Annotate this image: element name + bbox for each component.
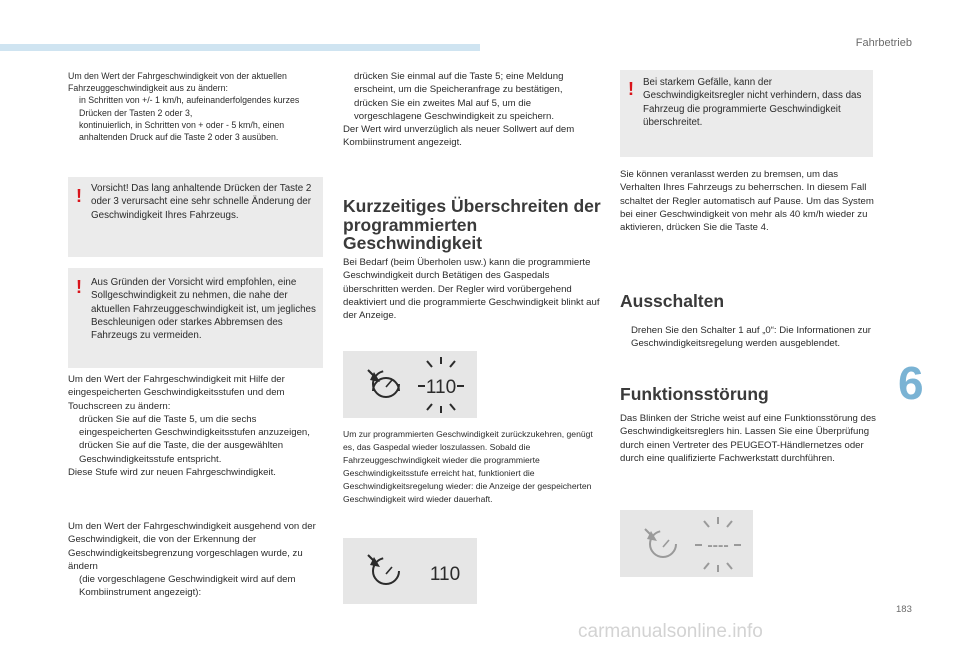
- speedometer-icon: [343, 351, 477, 418]
- list-item: [68, 119, 324, 143]
- brake-paragraph: Sie können veranlasst werden zu bremsen, um das Verhalten Ihres Fahrzeugs zu beherrschen. In diesem Fall schaltet der Regler automatisch auf Pause. Um das System bei einer Geschwindigkeit von mehr als 40 km/h wieder zu aktivieren, drücken Sie die Taste 4.: [620, 169, 874, 234]
- list-item-text: drücken Sie auf die Taste 5, um die sechs eingespeicherten Geschwindigkeitsstufen anzuzeigen,: [79, 413, 310, 439]
- list-item: [68, 94, 324, 118]
- watermark: carmanualsonline.info: [578, 621, 763, 642]
- warning-icon: !: [76, 277, 82, 297]
- list-item-text: in Schritten von +/- 1 km/h, aufeinanderfolgendes kurzes Drücken der Tasten 2 oder 3,: [79, 95, 300, 118]
- bullet-icon: [68, 439, 79, 466]
- list-item-text: drücken Sie auf die Taste, die der ausgewählten Geschwindigkeitsstufe entspricht.: [79, 440, 284, 465]
- list-item-text: drücken Sie einmal auf die Taste 5; eine Meldung erscheint, um die Speicheranfrage zu bestätigen,: [354, 71, 564, 96]
- list-item-text: (die vorgeschlagene Geschwindigkeit wird auf dem Kombiinstrument angezeigt):: [79, 574, 296, 599]
- list-item-text: kontinuierlich, in Schritten von + oder - 5 km/h, einen anhaltenden Druck auf die Taste 2 oder 3 ausüben.: [79, 119, 285, 143]
- display-value: ----: [707, 537, 729, 554]
- bullet-icon: [343, 70, 354, 97]
- col1-detection: [68, 520, 326, 600]
- list-item-text: drücken Sie ein zweites Mal auf 5, um die vorgeschlagene Geschwindigkeit zu speichern.: [354, 97, 554, 122]
- paragraph: Der Wert wird unverzüglich als neuer Sollwert auf dem Kombiinstrument angezeigt.: [343, 124, 575, 149]
- heading-overtake: Kurzzeitiges Überschreiten der programmierten Geschwindigkeit: [343, 196, 601, 253]
- detection-lead: Um den Wert der Fahrgeschwindigkeit ausgehend von der Geschwindigkeit, die von der Erkennung der Geschwindigkeitsbegrenzung vorgeschlagen wurde, zu ändern: [68, 521, 316, 572]
- page-number: 183: [896, 604, 912, 615]
- list-item: [68, 439, 326, 466]
- figure-caption: Um zur programmierten Geschwindigkeit zurückzukehren, genügt es, das Gaspedal wieder loszulassen. Sobald die Fahrzeuggeschwindigkeit wieder die programmierte Geschwindigkeitsstufe erreicht hat, funktioniert die Geschwindigkeitsregelung wieder: die Anzeige der gespeicherten Geschwindigkeit wird wieder dauerhaft.: [343, 429, 593, 504]
- col1-intro: [68, 70, 324, 143]
- section-title: Fahrbetrieb: [855, 37, 912, 49]
- warning-icon: !: [76, 186, 82, 206]
- warning-box: [68, 268, 323, 368]
- bullet-icon: [343, 97, 354, 124]
- cluster-display-fault: [620, 510, 753, 577]
- chapter-number: 6: [898, 357, 924, 409]
- heading-off: Ausschalten: [620, 291, 725, 311]
- bullet-icon: [620, 324, 631, 351]
- col2-top: [343, 70, 601, 150]
- header-bar: [0, 44, 480, 51]
- list-item: [343, 70, 601, 97]
- bullet-icon: [68, 413, 79, 440]
- off-list: [620, 324, 878, 351]
- warning-box: [68, 177, 323, 257]
- warning-box: [620, 70, 873, 157]
- list-item: [68, 413, 326, 440]
- list-item: [68, 573, 326, 600]
- list-item-text: Drehen Sie den Schalter 1 auf „0“: Die Informationen zur Geschwindigkeitsregelung werden ausgeblendet.: [631, 325, 871, 350]
- list-item: [620, 324, 878, 351]
- intro-lead: Um den Wert der Fahrgeschwindigkeit von der aktuellen Fahrzeuggeschwindigkeit aus zu ändern:: [68, 71, 287, 94]
- bullet-icon: [68, 119, 79, 143]
- bullet-icon: [68, 94, 79, 118]
- display-value: 110: [429, 564, 461, 585]
- display-value: 110: [425, 377, 457, 398]
- touch-lead: Um den Wert der Fahrgeschwindigkeit mit Hilfe der eingespeicherten Geschwindigkeitsstufen und dem Touchscreen zu ändern:: [68, 374, 285, 412]
- cluster-display-blinking: [343, 351, 477, 418]
- touch-tail: Diese Stufe wird zur neuen Fahrgeschwindigkeit.: [68, 467, 276, 479]
- warning-text: Vorsicht! Das lang anhaltende Drücken der Taste 2 oder 3 verursacht eine sehr schnelle Änderung der Geschwindigkeit Ihres Fahrzeugs.: [91, 183, 312, 221]
- list-item: [343, 97, 601, 124]
- col1-touch: [68, 373, 326, 479]
- bullet-icon: [68, 573, 79, 600]
- overtake-body: Bei Bedarf (beim Überholen usw.) kann die programmierte Geschwindigkeit durch Betätigen des Gaspedals überschritten werden. Der Regler wird vorübergehend deaktiviert und die programmierte Geschwindigkeit blinkt auf der Anzeige.: [343, 257, 600, 322]
- speedometer-icon: [343, 538, 477, 604]
- warning-icon: !: [628, 79, 634, 99]
- cluster-display-steady: [343, 538, 477, 604]
- warning-text: Bei starkem Gefälle, kann der Geschwindigkeitsregler nicht verhindern, dass das Fahrzeug die programmierte Geschwindigkeit überschreitet.: [643, 77, 862, 128]
- heading-fault: Funktionsstörung: [620, 384, 769, 404]
- warning-text: Aus Gründen der Vorsicht wird empfohlen, eine Sollgeschwindigkeit zu nehmen, die nahe der aktuellen Fahrzeuggeschwindigkeit ist, um jegliches Beschleunigen oder starkes Abbremsen des Fahrzeugs zu vermeiden.: [91, 277, 316, 342]
- speedometer-icon: [620, 510, 753, 577]
- fault-paragraph: Das Blinken der Striche weist auf eine Funktionsstörung des Geschwindigkeitsreglers hin. Lassen Sie eine Überprüfung durch einen Vertreter des PEUGEOT-Händlernetzes oder durch eine qualifizierte Fachwerkstatt durchführen.: [620, 413, 876, 464]
